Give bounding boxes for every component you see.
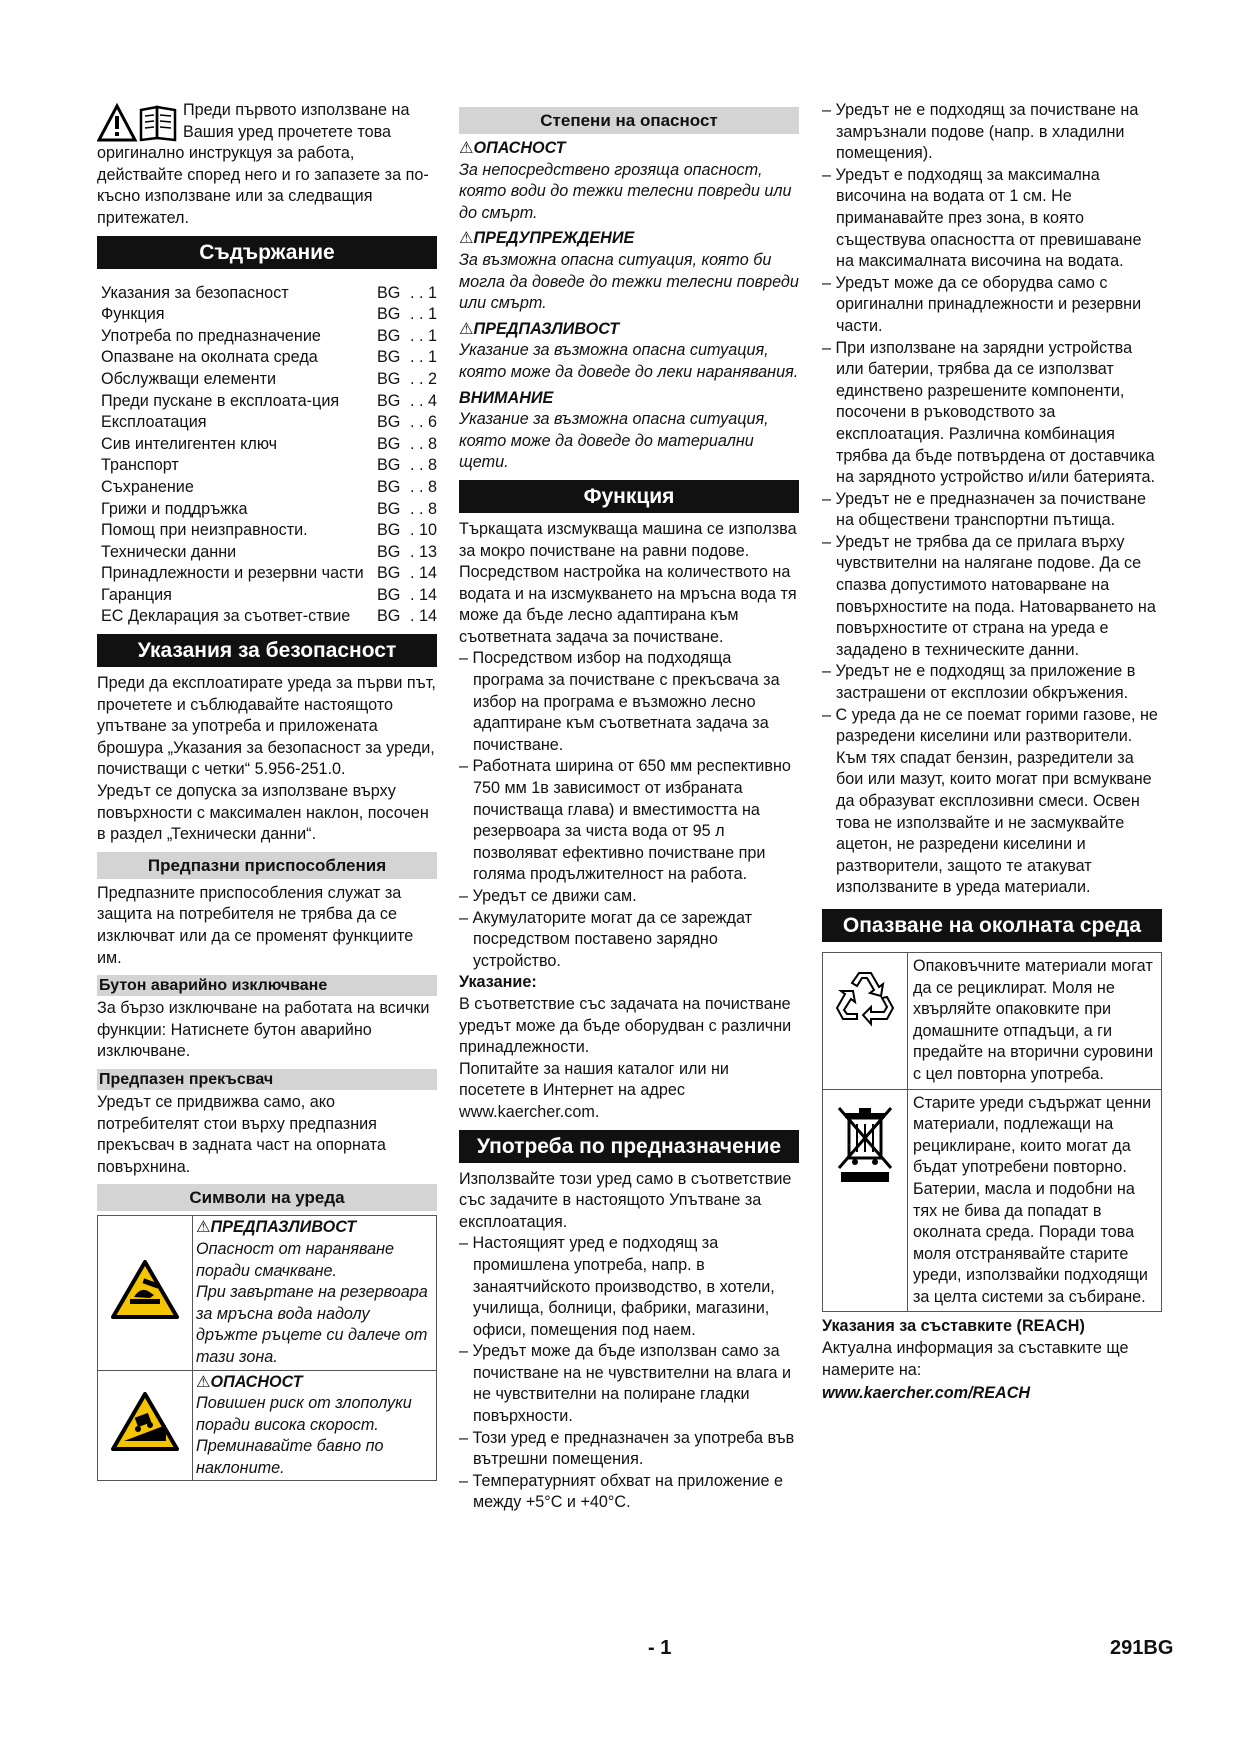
warning-triangle-icon: ⚠ [459, 139, 474, 157]
symbol-danger-line: Повишен риск от злополуки поради висока скорост. [196, 1394, 412, 1434]
safety-switch-text: Уредът се придвижва само, ако потребителят стои върху предпазния прекъсвач в задната част на опорната повърхнина. [97, 1092, 386, 1176]
warning-label: ⚠ПРЕДУПРЕЖДЕНИЕ [459, 229, 635, 248]
toc-item[interactable]: Принадлежности и резервни части BG . 14 [101, 564, 437, 583]
function-title: Функция [459, 480, 799, 513]
intro-block [97, 100, 437, 230]
emergency-stop-text: За бързо изключване на работата на всички функции: Натиснете бутон аварийно изключване. [97, 999, 430, 1061]
list-item: – Уредът може да се оборудва само с оригинални принадлежности и резервни части. [822, 273, 1142, 335]
toc-item[interactable]: Помощ при неизправности. BG . 10 [101, 521, 437, 540]
page-code: 291BG [1110, 1637, 1174, 1659]
note-label: Указание: [459, 973, 537, 992]
recycling-icon [833, 967, 897, 1027]
contents-title: Съдържание [97, 236, 437, 269]
caution-text: Указание за възможна опасна ситуация, която може да доведе до леки наранявания. [459, 341, 799, 381]
environment-table [822, 952, 1162, 1313]
warning-triangle-icon: ⚠ [196, 1372, 211, 1391]
list-item: – Акумулаторите могат да се зареждат посредством поставено зарядно устройство. [459, 908, 753, 970]
warning-triangle-icon: ⚠ [459, 229, 474, 248]
danger-text: За непосредствено грозяща опасност, която води до тежки телесни повреди или до смърт. [459, 160, 792, 222]
page-number: - 1 [648, 1637, 672, 1659]
list-item: – С уреда да не се поемат горими газове, не разредени киселини или разтворители. [822, 705, 1158, 746]
protective-devices-text: Предпазните приспособления служат за защита на потребителя не трябва да се изключват или да се променят функциите им. [97, 883, 414, 967]
symbol-danger-line: Преминавайте бавно по наклоните. [196, 1437, 384, 1477]
hazard-levels-heading: Степени на опасност [459, 107, 799, 134]
list-item: – Уредът не трябва да се прилага върху чувствителни на налягане подове. Да се спазва допустимото натоварване на повърхностите на пода. Натоварването на повърхностите от страна на уреда е зададено в техническите данни. [822, 532, 1156, 659]
warning-triangle-icon: ⚠ [459, 319, 474, 338]
danger-label: ⚠ОПАСНОСТ [459, 139, 566, 157]
warning-read-manual-icon [97, 102, 179, 142]
note-text: Попитайте за нашия каталог или ни посетете в Интернет на адрес www.kaercher.com. [459, 1059, 729, 1121]
warning-text: За възможна опасна ситуация, която би могла да доведе до тежки телесни повреди или смърт. [459, 250, 799, 313]
symbol-caution-line: Опасност от нараняване поради смачкване. [196, 1239, 395, 1280]
toc-item[interactable]: Преди пускане в експлоата-ция BG . . 4 [101, 391, 437, 410]
toc-item[interactable]: Гаранция BG . 14 [101, 585, 437, 604]
list-item: – Уредът може да бъде използван само за почистване на не чувствителни на влага и не чувствителни на полиране гладки повърхности. [459, 1342, 792, 1426]
weee-cell [823, 1089, 908, 1312]
toc-item[interactable]: Сив интелигентен ключ BG . . 8 [101, 434, 437, 453]
column-middle [459, 100, 799, 1514]
safety-title: Указания за безопасност [97, 634, 437, 667]
function-paragraph: Търкащата изсмукваща машина се използва за мокро почистване на равни подове. [459, 519, 797, 560]
toc-item[interactable]: Съхранение BG . . 8 [101, 477, 437, 496]
device-symbols-table [97, 1215, 437, 1481]
toc-item[interactable]: Транспорт BG . . 8 [101, 456, 437, 475]
list-item: – При използване на зарядни устройства или батерии, трябва да се използват единствено разрешените компоненти, посочени в ръководството за експлоатация. Различна комбинация трябва да бъде потвърдена от доставчика на зарядното устройство и/или батерията. [822, 338, 1155, 487]
emergency-stop-heading: Бутон аварийно изключване [97, 975, 437, 996]
crush-hazard-sign [98, 1216, 193, 1370]
crush-hazard-icon [110, 1259, 180, 1321]
toc-item[interactable]: Експлоатация BG . . 6 [101, 413, 437, 432]
column-left [97, 100, 437, 1481]
column-right [822, 100, 1162, 1405]
packaging-text: Опаковъчните материали могат да се рециклират. Моля не хвърляйте опаковките при домашните отпадъци, а ги предайте на вторични суровини с цел повторна употреба. [908, 952, 1162, 1089]
toc-item[interactable]: Обслужващи елементи BG . . 2 [101, 369, 437, 388]
intended-use-title: Употреба по предназначение [459, 1130, 799, 1163]
list-item: – Уредът не е подходящ за приложение в застрашени от експлозии обкръжения. [822, 662, 1136, 703]
intended-use-paragraph: Използвайте този уред само в съответствие със задачите в настоящото Упътване за експлоатация. [459, 1169, 792, 1231]
slope-hazard-sign [98, 1370, 193, 1481]
symbol-danger-text [193, 1370, 437, 1481]
function-paragraph: Посредством настройка на количеството на водата и на изсмукването на мръсна вода тя може да бъде лесно адаптирана към съответната задача за почистване. [459, 563, 797, 646]
symbol-caution-heading: ⚠ПРЕДПАЗЛИВОСТ [196, 1218, 357, 1237]
list-item: – Уредът не е предназначен за почистване на обществени транспортни пътища. [822, 489, 1146, 530]
toc-item[interactable]: Грижи и поддръжка BG . . 8 [101, 499, 437, 518]
note-text: В съответствие със задачата на почистване уредът може да бъде оборудван с различни принадлежности. [459, 994, 792, 1057]
toc-item[interactable]: Употреба по предназначение BG . . 1 [101, 326, 437, 345]
intro-text: Преди първото използване на Вашия уред прочетете това оригинално инструкцуя за работа, действайте според него и го запазете за по-късно използване или за следващия притежател. [97, 101, 429, 227]
recycling-cell [823, 952, 908, 1089]
list-item: – Настоящият уред е подходящ за промишлена употреба, напр. в занаятчийското производство, в хотели, училища, болници, фабрики, магазини, офиси, помещения под наем. [459, 1234, 775, 1339]
toc-item[interactable]: Опазване на околната среда BG . . 1 [101, 348, 437, 367]
table-of-contents [97, 283, 437, 629]
slope-speed-hazard-icon [110, 1391, 180, 1453]
safety-paragraph: Уредът се допуска за използване върху повърхности с максимален наклон, посочен в раздел „Технически данни“. [97, 782, 429, 844]
list-item: – Температурният обхват на приложение е между +5°C и +40°C. [459, 1471, 784, 1512]
toc-item[interactable]: Функция BG . . 1 [101, 305, 437, 324]
protective-devices-heading: Предпазни приспособления [97, 852, 437, 879]
safety-paragraph: Преди да експлоатирате уреда за първи път, прочетете и съблюдавайте настоящото упътване за употреба и приложената брошура „Указания за безопасност за уреди, почистващи с четки“ 5.956-251.0. [97, 674, 436, 779]
toc-item[interactable]: Технически данни BG . 13 [101, 542, 437, 561]
symbol-caution-text [193, 1216, 437, 1370]
list-item-continuation: Към тях спадат бензин, разредители за бои или мазут, които могат при всмукване да образуват експлозивни смеси. Освен това не използвайте и не засмуквайте ацетон, не разредени киселини и разтворители, защото те атакуват използваните в уреда материали. [836, 748, 1152, 897]
list-item: – Работната ширина от 650 мм респективно 750 мм 1в зависимост от избраната почистваща глава) и вместимостта на резервоара за чиста вода от 95 л позволяват ефективно почистване при голяма продължителност на работа. [459, 757, 791, 884]
caution-label: ⚠ПРЕДПАЗЛИВОСТ [459, 319, 620, 338]
device-symbols-heading: Символи на уреда [97, 1184, 437, 1211]
reach-text: Актуална информация за съставките ще намерите на: [822, 1339, 1129, 1379]
list-item: – Уредът не е подходящ за почистване на замръзнали подове (напр. в хладилни помещения). [822, 101, 1139, 163]
reach-link[interactable]: www.kaercher.com/REACH [822, 1384, 1031, 1403]
symbol-danger-heading: ⚠ОПАСНОСТ [196, 1372, 303, 1391]
reach-heading: Указания за съставките (REACH) [822, 1317, 1085, 1336]
attention-label: ВНИМАНИЕ [459, 388, 554, 407]
symbol-caution-line: При завъртане на резервоара за мръсна вода надолу дръжте ръцете си далече от тази зона. [196, 1283, 428, 1366]
toc-item[interactable]: Указания за безопасност BG . . 1 [101, 283, 437, 302]
list-item: – Уредът се движи сам. [459, 887, 637, 905]
crossed-bin-icon [833, 1104, 897, 1184]
safety-switch-heading: Предпазен прекъсвач [97, 1069, 437, 1090]
list-item: – Уредът е подходящ за максимална височина на водата от 1 см. Не приманавайте през зона, в която съществува опасността от превишаване на максималната височина на водата. [822, 165, 1142, 271]
warning-triangle-icon: ⚠ [196, 1218, 211, 1237]
attention-text: Указание за възможна опасна ситуация, която може да доведе до материални щети. [459, 410, 769, 472]
old-devices-text: Старите уреди съдържат ценни материали, подлежащи на рециклиране, които могат да бъдат употребени повторно. Батерии, масла и подобни на тях не бива да попадат в околната среда. Поради това моля отстранявайте старите уреди, използвайки подходящи за целта системи за събиране. [908, 1089, 1162, 1312]
list-item: – Посредством избор на подходяща програма за почистване с прекъсвача за избор на програма е възможно лесно адаптиране към съответната задача за почистване. [459, 649, 780, 754]
environment-title: Опазване на околната среда [822, 909, 1162, 942]
toc-item[interactable]: ЕС Декларация за съответ-ствие BG . 14 [101, 607, 437, 626]
list-item: – Този уред е предназначен за употреба във вътрешни помещения. [459, 1428, 795, 1469]
